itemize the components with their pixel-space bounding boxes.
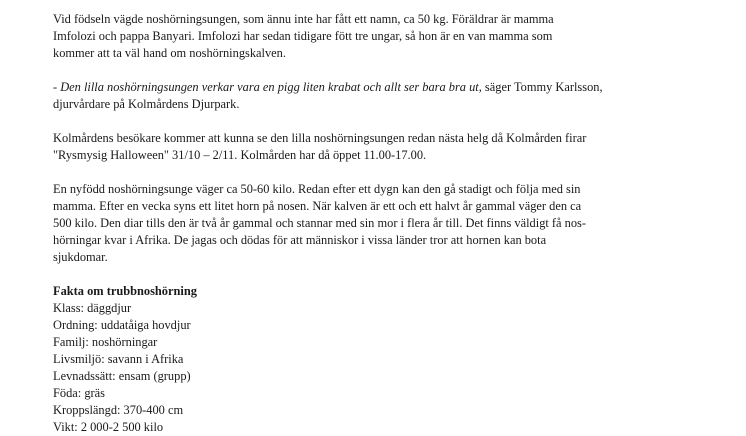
paragraph-visitors: [53, 130, 693, 164]
fact-item: Livsmiljö: savann i Afrika: [53, 352, 184, 366]
quote-dash: -: [53, 80, 61, 94]
text-line: hörningar kvar i Afrika. De jagas och dödas för att människor i vissa länder tror att hornen kan bota: [53, 233, 547, 247]
fact-item: Ordning: uddatåiga hovdjur: [53, 318, 191, 332]
fact-item: Familj: noshörningar: [53, 335, 158, 349]
text-line: mamma. Efter en vecka syns ett litet horn på nosen. När kalven är ett och ett halvt år gammal väger den ca: [53, 199, 582, 213]
fact-item: Föda: gräs: [53, 386, 105, 400]
quote-attribution: säger Tommy Karlsson,: [481, 80, 603, 94]
quote-text: Den lilla noshörningsungen verkar vara en pigg liten krabat och allt ser bara bra ut,: [60, 80, 482, 94]
facts-heading: Fakta om trubbnoshörning: [53, 284, 197, 298]
text-line: En nyfödd noshörningsunge väger ca 50-60 kilo. Redan efter ett dygn kan den gå stadigt och följa med sin: [53, 182, 581, 196]
fact-item: Kroppslängd: 370-400 cm: [53, 403, 184, 417]
text-line: "Rysmysig Halloween" 31/10 – 2/11. Kolmården har då öppet 11.00-17.00.: [53, 148, 427, 162]
fact-item: Klass: däggdjur: [53, 301, 132, 315]
text-line: Imfolozi och pappa Banyari. Imfolozi har sedan tidigare fött tre ungar, så hon är en van mamma som: [53, 29, 553, 43]
facts-box: [53, 283, 693, 436]
text-line: djurvårdare på Kolmårdens Djurpark.: [53, 97, 240, 111]
text-line: Vid födseln vägde noshörningsungen, som ännu inte har fått ett namn, ca 50 kg. Föräldrar är mamma: [53, 12, 554, 26]
fact-item: Levnadssätt: ensam (grupp): [53, 369, 191, 383]
text-line: 500 kilo. Den diar tills den är två år gammal och stannar med sin mor i flera år till. Det finns väldigt få nos-: [53, 216, 586, 230]
text-line: sjukdomar.: [53, 250, 108, 264]
text-line: kommer att ta väl hand om noshörningskalven.: [53, 46, 286, 60]
quote-line: [53, 79, 693, 96]
fact-item: Vikt: 2 000-2 500 kilo: [53, 420, 164, 434]
article-body: [53, 11, 693, 436]
paragraph-birth: [53, 11, 693, 62]
paragraph-facts-prose: [53, 181, 693, 266]
text-line: Kolmårdens besökare kommer att kunna se den lilla noshörningsungen redan nästa helg då Kolmården firar: [53, 131, 587, 145]
paragraph-quote: [53, 79, 693, 113]
